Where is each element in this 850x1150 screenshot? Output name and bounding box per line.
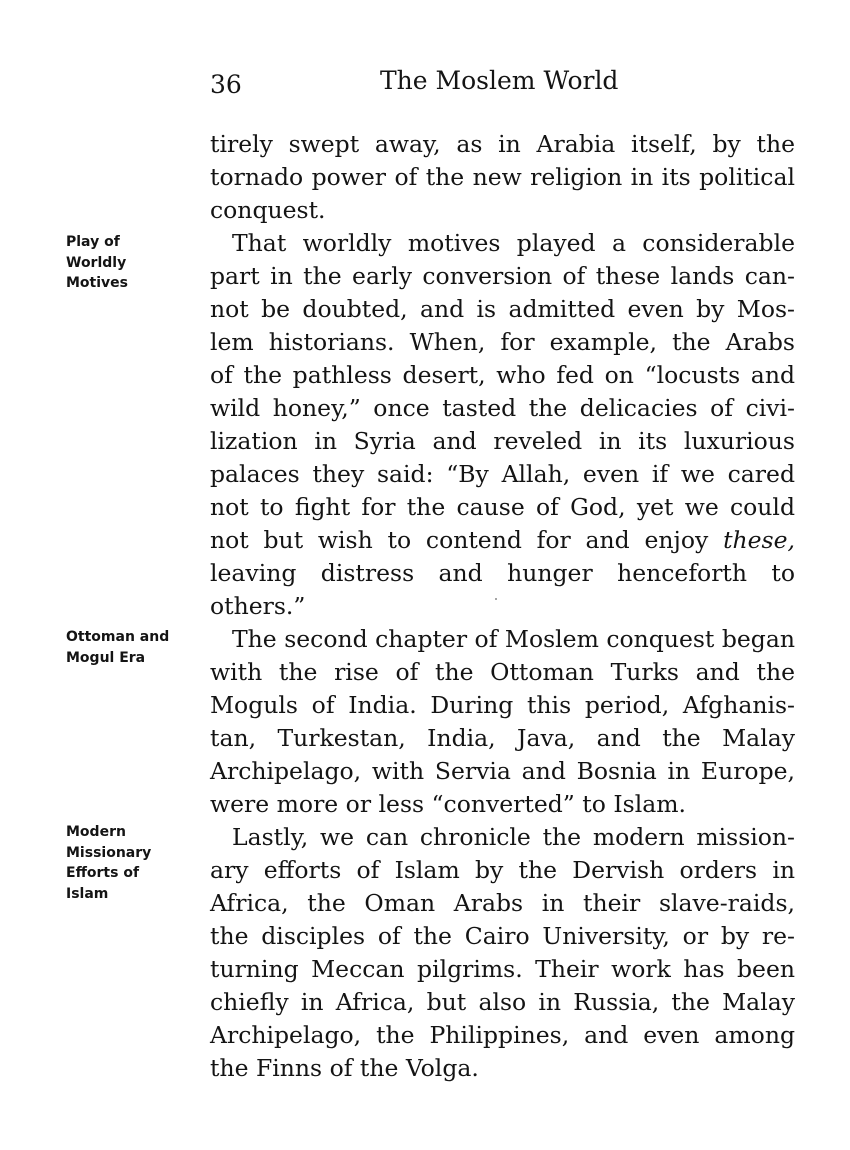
text-line: were more or less “converted” to Islam. [210,790,686,818]
text-line: Archipelago, with Servia and Bosnia in Europe, [210,757,795,785]
sidenote-ottoman-mogul [66,627,196,668]
running-head: The Moslem World [380,66,619,95]
sidenote-line: Mogul Era [66,649,146,666]
text-line: Archipelago, the Philippines, and even among [210,1021,795,1049]
sidenote-line: Modern [66,824,126,840]
sidenote-line: Motives [66,275,128,291]
text-line: part in the early conversion of these lands can- [210,262,795,290]
sidenote-worldly-motives [66,232,196,294]
text-line: palaces they said: “By Allah, even if we cared [210,460,795,488]
sidenote-line: Ottoman and [66,629,170,645]
text-line: Moguls of India. During this period, Afghanis- [210,691,795,719]
print-speck [495,598,497,600]
text-line: ary efforts of Islam by the Dervish orders in [210,856,795,884]
text-line: turning Meccan pilgrims. Their work has been [210,955,795,983]
text-line: The second chapter of Moslem conquest began [232,625,795,653]
text-line: not be doubted, and is admitted even by Mos- [210,295,795,323]
sidenote-line: Worldly [66,254,127,271]
page-header [0,60,850,100]
text-line: lization in Syria and reveled in its luxurious [210,427,795,455]
text-line: with the rise of the Ottoman Turks and the [210,658,795,686]
text-line: Lastly, we can chronicle the modern mission- [232,823,795,851]
sidenote-line: Missionary [66,844,152,861]
text-line: tornado power of the new religion in its political [210,163,795,191]
text-line: Africa, the Oman Arabs in their slave-raids, [210,889,795,917]
emphasis-text: these, [723,526,795,554]
text-line: leaving distress and hunger henceforth to [210,559,795,587]
text-line: tirely swept away, as in Arabia itself, by the [210,130,795,158]
sidenote-line: Islam [66,885,109,902]
page-number: 36 [210,70,242,99]
text-line: tan, Turkestan, India, Java, and the Malay [210,724,795,752]
text-line: the Finns of the Volga. [210,1054,479,1082]
text-line: of the pathless desert, who fed on “locusts and [210,361,795,389]
text-line-with-emphasis [210,524,795,557]
text-line: That worldly motives played a considerable [232,229,795,257]
text-line: not to fight for the cause of God, yet we could [210,493,795,521]
sidenote-line: Efforts of [66,865,140,881]
text-run: not but wish to contend for and enjoy [210,526,724,554]
text-line: chiefly in Africa, but also in Russia, the Malay [210,988,795,1016]
text-line: the disciples of the Cairo University, or by re- [210,922,795,950]
text-line: others.” [210,592,306,620]
sidenote-modern-missionary [66,822,196,904]
text-line: wild honey,” once tasted the delicacies of civi- [210,394,795,422]
text-line: conquest. [210,196,326,224]
text-line: lem historians. When, for example, the Arabs [210,328,795,356]
sidenote-line: Play of [66,234,120,250]
